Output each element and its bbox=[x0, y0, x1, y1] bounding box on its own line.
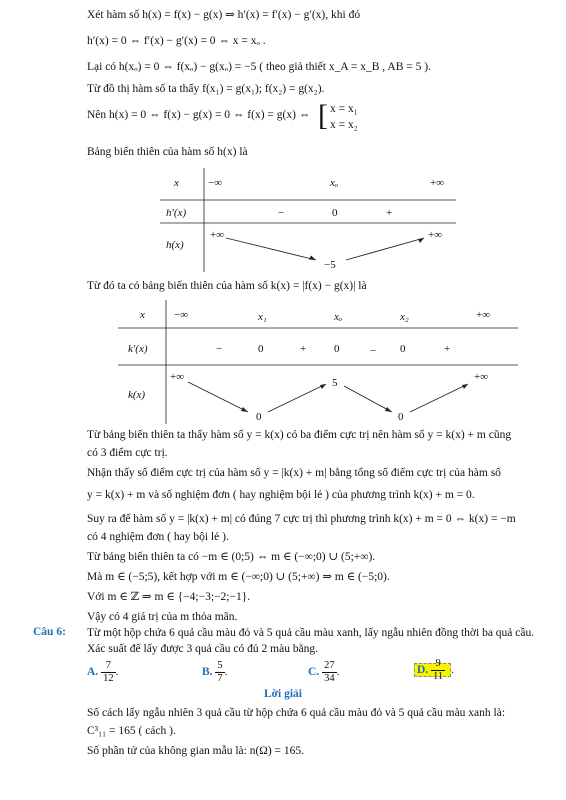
line-12: Suy ra để hàm số y = |k(x) + m| có đúng 7 cực trị thì phương trình k(x) + m = 0 ⇔ k(x) = −m bbox=[87, 513, 516, 525]
solution-line-3: Số phần tử của không gian mẫu là: n(Ω) = 165. bbox=[87, 745, 305, 757]
table-h-arrowhead-up bbox=[418, 238, 424, 243]
table-k-arrowhead-1 bbox=[241, 407, 248, 412]
table-k-deriv-sign-3: + bbox=[300, 343, 307, 355]
line-13: có 4 nghiệm đơn ( hay bội lẻ ). bbox=[87, 531, 229, 543]
table-k-deriv-sign-2: 0 bbox=[258, 343, 264, 355]
table-k-deriv-sign-4: 0 bbox=[334, 343, 340, 355]
option-d[interactable]: D. $\frac{9}{11}$ . bbox=[414, 658, 454, 683]
table-k-deriv-sign-1: − bbox=[216, 343, 223, 355]
table-k-func-min-2: 0 bbox=[398, 411, 404, 423]
table-h-arrow-down bbox=[226, 238, 316, 260]
case-2: x = x₂ bbox=[330, 119, 358, 131]
option-b-label: B. bbox=[202, 666, 213, 679]
solution-title: Lời giải bbox=[264, 688, 302, 700]
table-k-func-left: +∞ bbox=[170, 371, 185, 383]
line-16: Với m ∈ ℤ ⇒ m ∈ {−4;−3;−2;−1}. bbox=[87, 591, 251, 603]
option-d-fraction: $\frac{9}{11}$ bbox=[433, 658, 444, 682]
line-6: Bảng biến thiên của hàm số h(x) là bbox=[87, 146, 248, 158]
option-a-label: A. bbox=[87, 666, 99, 679]
table-k-deriv-sign-6: 0 bbox=[400, 343, 406, 355]
table-k-deriv-label: k′(x) bbox=[128, 343, 148, 355]
line-2: h′(x) = 0 ⇔ f′(x) − g′(x) = 0 ⇔ x = xₒ . bbox=[87, 35, 266, 47]
variation-table-h bbox=[160, 168, 456, 272]
line-4: Từ đồ thị hàm số ta thấy f(x₁) = g(x₁); f(x₂) = g(x₂). bbox=[87, 83, 325, 95]
option-b-fraction: $\frac{5}{7}$ bbox=[217, 660, 223, 684]
table-h-func-label: h(x) bbox=[166, 239, 184, 251]
line-7: Từ đó ta có bảng biến thiên của hàm số k(x) = |f(x) − g(x)| là bbox=[87, 280, 367, 292]
option-a[interactable]: A. $\frac{7}{12}$ . bbox=[87, 660, 119, 684]
table-h-arrow-up bbox=[346, 238, 424, 260]
table-h-x-right: +∞ bbox=[430, 177, 445, 189]
table-k-func-max: 5 bbox=[332, 377, 338, 389]
solution-line-2: C³₁₁ = 165 ( cách ). bbox=[87, 725, 176, 737]
bracket-glyph: [ bbox=[318, 99, 328, 132]
table-h-func-left: +∞ bbox=[210, 229, 225, 241]
question-label: Câu 6: bbox=[33, 626, 66, 638]
line-5-main: Nên h(x) = 0 ⇔ f(x) − g(x) = 0 ⇔ f(x) = g(x) ⇔ bbox=[87, 109, 311, 121]
table-h-func-min: −5 bbox=[324, 259, 336, 271]
table-k-arrowhead-4 bbox=[462, 384, 468, 389]
table-h-x-left: −∞ bbox=[208, 177, 223, 189]
solution-line-1: Số cách lấy ngẫu nhiên 3 quả cầu từ hộp chứa 6 quả cầu màu đỏ và 5 quả cầu màu xanh là: bbox=[87, 707, 506, 719]
table-h-deriv-plus: + bbox=[386, 207, 393, 219]
option-c[interactable]: C. $\frac{27}{34}$ . bbox=[308, 660, 340, 684]
table-k-x-left: −∞ bbox=[174, 309, 189, 321]
option-c-label: C. bbox=[308, 666, 320, 679]
line-5 bbox=[87, 108, 310, 122]
table-h-deriv-zero: 0 bbox=[332, 207, 338, 219]
case-1: x = x₁ bbox=[330, 103, 358, 115]
table-k-arrow-4 bbox=[410, 384, 468, 412]
line-11: y = k(x) + m và số nghiệm đơn ( hay nghiệm bội lẻ ) của phương trình k(x) + m = 0. bbox=[87, 489, 475, 501]
table-k-x1: x₁ bbox=[258, 311, 267, 323]
table-k-arrow-1 bbox=[188, 382, 248, 412]
line-10: Nhận thấy số điểm cực trị của hàm số y = |k(x) + m| bằng tổng số điểm cực trị của hàm số bbox=[87, 467, 501, 479]
option-a-fraction: $\frac{7}{12}$ bbox=[103, 660, 114, 684]
table-k-x-label: x bbox=[140, 309, 145, 321]
question-text-1: Từ một hộp chứa 6 quả cầu màu đỏ và 5 quả cầu màu xanh, lấy ngẫu nhiên đồng thời ba quả cầu. bbox=[87, 627, 535, 639]
table-k-arrow-2 bbox=[268, 384, 326, 412]
variation-table-k bbox=[118, 300, 518, 424]
table-h-deriv-minus: − bbox=[278, 207, 285, 219]
table-k-arrow-3 bbox=[344, 386, 392, 412]
line-14: Từ bảng biến thiên ta có −m ∈ (0;5) ⇔ m ∈ (−∞;0) ∪ (5;+∞). bbox=[87, 551, 376, 563]
line-3: Lại có h(xₒ) = 0 ⇔ f(xₒ) − g(xₒ) = −5 ( theo giả thiết x_A = x_B , AB = 5 ). bbox=[87, 61, 431, 73]
line-9: có 3 điểm cực trị. bbox=[87, 447, 168, 459]
table-k-x2: x₂ bbox=[400, 311, 409, 323]
table-k-deriv-sign-7: + bbox=[444, 343, 451, 355]
line-15: Mà m ∈ (−5;5), kết hợp với m ∈ (−∞;0) ∪ (5;+∞) ⇒ m ∈ (−5;0). bbox=[87, 571, 390, 583]
option-c-fraction: $\frac{27}{34}$ bbox=[324, 660, 335, 684]
table-k-func-min-1: 0 bbox=[256, 411, 262, 423]
line-17: Vậy có 4 giá trị của m thỏa mãn. bbox=[87, 611, 238, 623]
table-k-x-right: +∞ bbox=[476, 309, 491, 321]
option-d-label: D. bbox=[417, 664, 429, 677]
line-8: Từ bảng biến thiên ta thấy hàm số y = k(x) có ba điểm cực trị nên hàm số y = k(x) + m cũng bbox=[87, 429, 512, 441]
table-h-func-right: +∞ bbox=[428, 229, 443, 241]
table-h-arrowhead-down bbox=[309, 256, 316, 261]
line-1: Xét hàm số h(x) = f(x) − g(x) ⇒ h′(x) = f′(x) − g′(x), khi đó bbox=[87, 9, 361, 21]
table-h-x-mid: xₒ bbox=[330, 177, 339, 189]
table-k-arrowhead-3 bbox=[385, 407, 392, 412]
table-k-func-right: +∞ bbox=[474, 371, 489, 383]
option-d-highlight bbox=[414, 658, 451, 682]
table-h-deriv-label: h′(x) bbox=[166, 207, 187, 219]
table-h-x-label: x bbox=[174, 177, 179, 189]
table-k-deriv-sign-5: − bbox=[370, 345, 377, 357]
table-k-func-label: k(x) bbox=[128, 389, 146, 401]
option-b[interactable]: B. $\frac{5}{7}$ . bbox=[202, 660, 228, 684]
table-k-xo: xₒ bbox=[334, 311, 343, 323]
question-text-2: Xác suất để lấy được 3 quả cầu có đủ 2 màu bằng. bbox=[87, 643, 319, 655]
table-k-arrowhead-2 bbox=[320, 384, 326, 389]
